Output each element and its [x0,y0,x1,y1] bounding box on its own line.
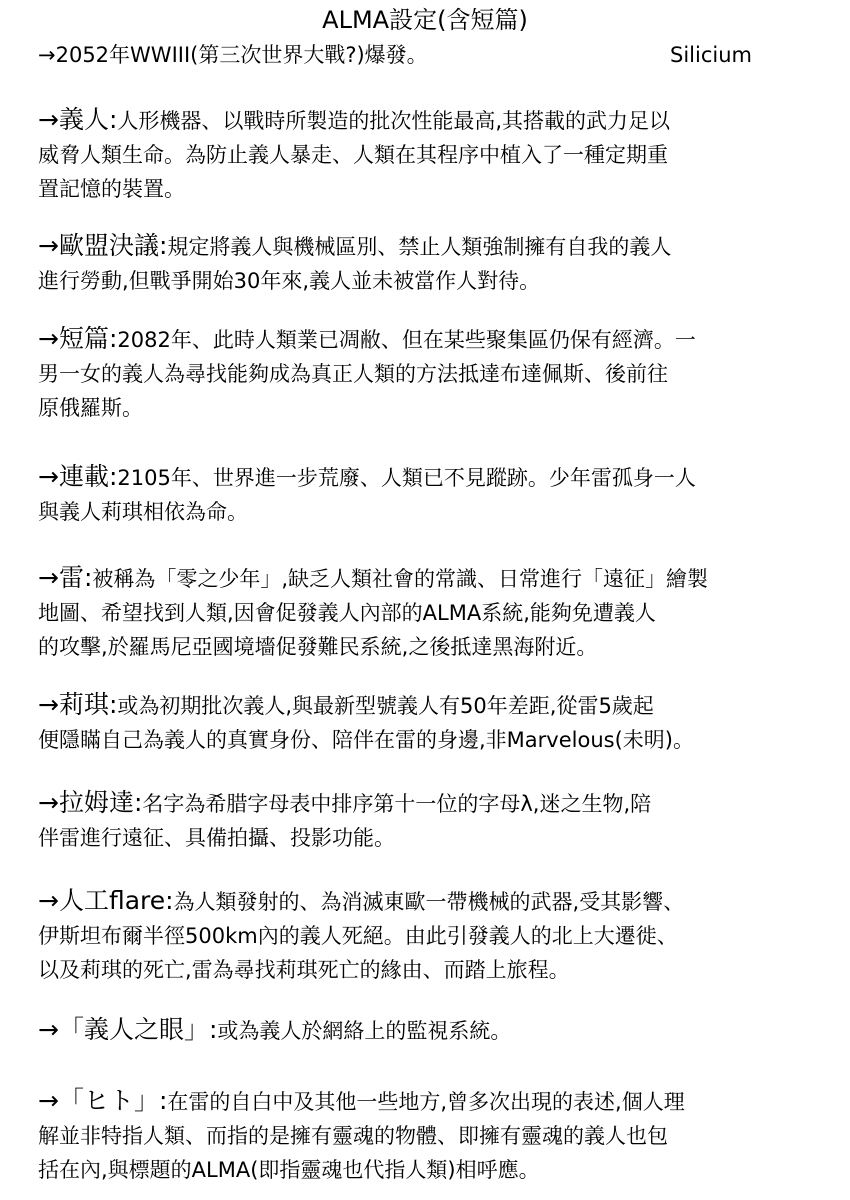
entry-line: 便隱瞞自己為義人的真實身份、陪伴在雷的身邊,非Marvelous(未明)。 [38,728,694,752]
entry-text: 或為義人於網絡上的監視系統。 [217,1019,512,1043]
entry-text: 人形機器、以戰時所製造的批次性能最高,其搭載的武力足以 [117,109,671,133]
entry-line: 威脅人類生命。為防止義人暴走、人類在其程序中植入了一種定期重 [38,143,668,167]
entry-text: 規定將義人與機械區別、禁止人類強制擁有自我的義人 [167,235,672,259]
entry-text: 或為初期批次義人,與最新型號義人有50年差距,從雷5歲起 [117,694,654,718]
entry-line [38,786,818,821]
entry-line [38,1013,818,1048]
entry-text: 2082年、此時人類業已凋敝、但在某些聚集區仍保有經濟。一 [117,328,696,352]
page-title: ALMA設定(含短篇) [322,6,528,34]
entry-text: 在雷的自白中及其他一些地方,曾多次出現的表述,個人理 [167,1090,685,1114]
entry-term: →義人: [38,105,118,134]
intro-line: →2052年WWIII(第三次世界大戰?)爆發。 [38,43,428,67]
entry-lambda [38,786,818,855]
entry-term: →短篇: [38,324,118,353]
entry-text: 名字為希腊字母表中排序第十一位的字母λ,迷之生物,陪 [142,792,652,816]
entry-hito [38,1084,818,1187]
entry-line: 地圖、希望找到人類,因會促發義人內部的ALMA系統,能夠免遭義人 [38,601,656,625]
entry-line: 以及莉琪的死亡,雷為尋找莉琪死亡的緣由、而踏上旅程。 [38,958,570,982]
entry-text: 2105年、世界進一步荒廢、人類已不見蹤跡。少年雷孤身一人 [117,466,696,490]
entry-term: →「ヒト」: [38,1086,168,1115]
entry-text: 為人類發射的、為消滅東歐一帶機械的武器,受其影響、 [173,890,685,914]
entry-short-story [38,322,818,425]
author-name: Silicium [670,43,752,67]
entry-lei [38,561,818,664]
entry-line: 原俄羅斯。 [38,396,143,420]
entry-line: 伴雷進行遠征、具備拍攝、投影功能。 [38,826,395,850]
entry-line [38,460,818,495]
entry-line [38,322,818,357]
entry-yijin-eye [38,1013,818,1048]
entry-serial [38,460,818,529]
entry-lizzie [38,688,818,757]
entry-line: 與義人莉琪相依為命。 [38,500,248,524]
entry-line [38,1084,818,1119]
entry-line: 括在內,與標題的ALMA(即指靈魂也代指人類)相呼應。 [38,1158,540,1182]
entry-line: 置記憶的裝置。 [38,177,185,201]
entry-term: →歐盟決議: [38,231,168,260]
entry-term: →連載: [38,462,118,491]
entry-line: 進行勞動,但戰爭開始30年來,義人並未被當作人對待。 [38,269,541,293]
entry-yijin [38,103,818,206]
entry-line [38,884,818,919]
entry-line: 伊斯坦布爾半徑500km內的義人死絕。由此引發義人的北上大遷徙、 [38,924,678,948]
entry-line [38,103,818,138]
entry-term: →拉姆達: [38,788,143,817]
entry-eu-resolution [38,229,818,298]
entry-term: →雷: [38,563,93,592]
entry-artificial-flare [38,884,818,987]
entry-text: 被稱為「零之少年」,缺乏人類社會的常識、日常進行「遠征」繪製 [92,567,709,591]
entry-line: 男一女的義人為尋找能夠成為真正人類的方法抵達布達佩斯、後前往 [38,362,668,386]
entry-term: →「義人之眼」: [38,1015,218,1044]
entry-line [38,561,818,596]
entry-term: →莉琪: [38,690,118,719]
entry-line: 解並非特指人類、而指的是擁有靈魂的物體、即擁有靈魂的義人也包 [38,1124,668,1148]
entry-line [38,229,818,264]
entry-line: 的攻擊,於羅馬尼亞國境墻促發難民系統,之後抵達黑海附近。 [38,635,598,659]
entry-line [38,688,818,723]
entry-term: →人工flare: [38,886,174,915]
